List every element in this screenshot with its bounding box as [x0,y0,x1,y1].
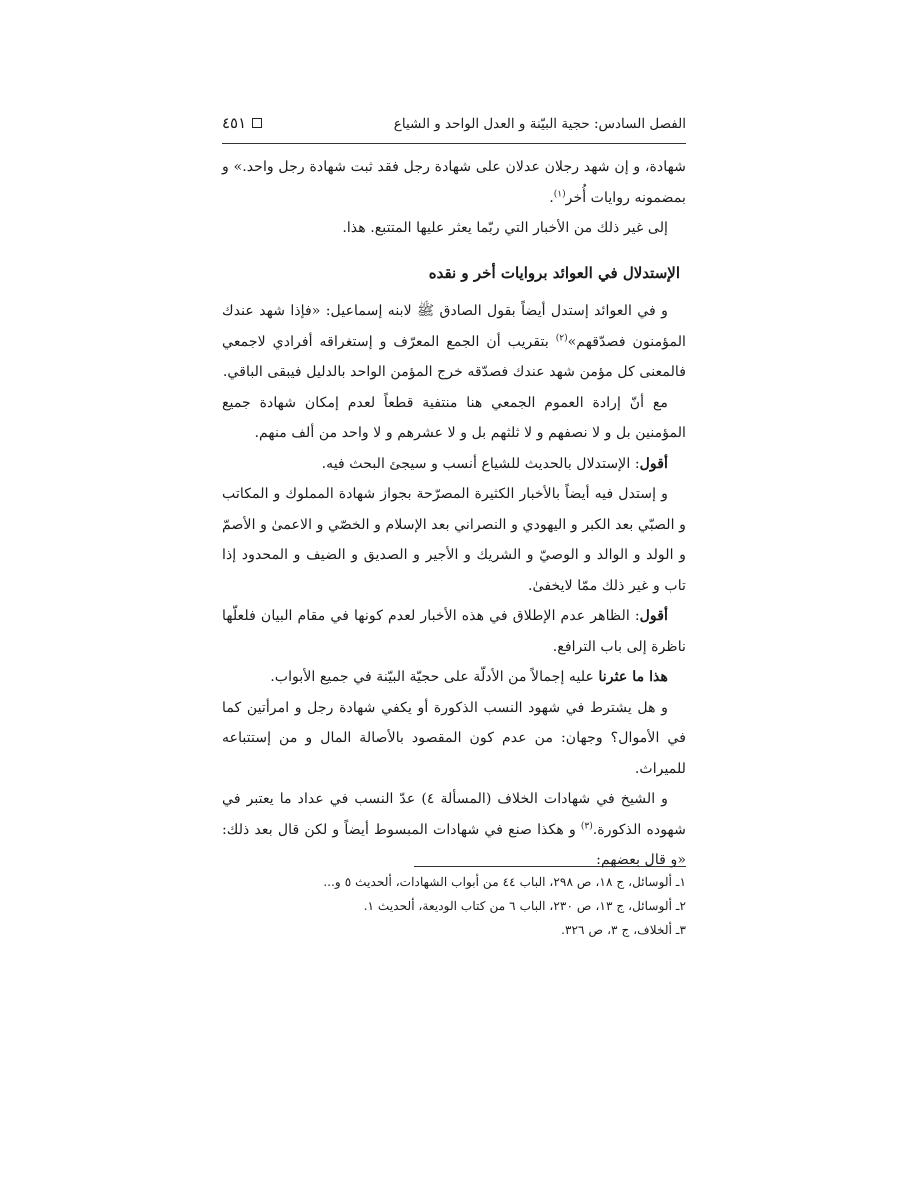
chapter-title: الفصل السادس: حجية البيّنة و العدل الواحد و الشياع [393,116,686,132]
footnote-3: ٣ـ ألخلاف، ج ٣، ص ٣٢٦. [561,923,686,937]
aqulu-label: أقول [639,608,668,624]
footnote-ref-1: (١) [553,188,566,199]
footnotes [222,870,686,942]
footnote-2: ٢ـ ألوسائل، ج ١٣، ص ٢٣٠، الباب ٦ من كتاب الوديعة، ألحديث ١. [363,899,686,913]
paragraph-6: و إستدل فيه أيضاً بالأخبار الكثيرة المصرّحة بجواز شهادة المملوك و المكاتب و الصبّي بعد الكبر و اليهودي و النصراني بعد الإسلام و الخصّي و الاعمىٰ و الأصمّ و الولد و الوالد و الوصيّ و الشريك و الأجير و الصديق و الضيف و المحدود إذا تاب و غير ذلك ممّا لايخفىٰ. [222,486,686,594]
paragraph-1: شهادة، و إن شهد رجلان عدلان على شهادة رجل فقد ثبت شهادة رجل واحد.» و بمضمونه روايات أُخر$^{(١)}$. [222,159,686,206]
footnote-ref-2: (٢) [555,332,568,343]
paragraph-3: و في العوائد إستدل أيضاً بقول الصادق ﷺ لابنه إسماعيل: «فإذا شهد عندك المؤمنون فصدّقهم»$^{(٢)}$ بتقريب أن الجمع المعرّف و إستغراقه أفرادي لاجمعي فالمعنى كل مؤمن شهد عندك فصدّقه خرج المؤمن الواحد بالدليل فيبقى الباقي. [222,303,686,380]
aqulu-label: أقول [639,455,668,472]
body-text [222,152,686,876]
paragraph-8: هذا ما عثرنا عليه إجمالاً من الأدلّة على حجيّة البيّنة في جميع الأبواب. [270,669,668,685]
footnote-ref-3: (٣) [580,820,593,831]
paragraph-4: مع أنّ إرادة العموم الجمعي هنا منتفية قطعاً لعدم إمكان شهادة جميع المؤمنين بل و لا نصفهم و لا ثلثهم بل و لا عشرهم و لا واحد من ألف منهم. [222,394,686,441]
footnote-1: ١ـ ألوسائل، ج ١٨، ص ٢٩٨، الباب ٤٤ من أبواب الشهادات، ألحديث ٥ و... [323,875,686,889]
footnote-divider [414,866,686,867]
section-heading: الإستدلال في العوائد بروايات أخر و نقده [428,263,680,282]
page-number-block [222,114,262,132]
running-header [222,112,686,140]
summary-label: هذا ما عثرنا [598,669,668,685]
paragraph-10: و الشيخ في شهادات الخلاف (المسألة ٤) عدّ النسب في عداد ما يعتبر في شهوده الذكورة.$^{(٣)}$ و هكذا صنع في شهادات المبسوط أيضاً و لكن قال بعد ذلك: «و قال بعضهم: [222,791,686,868]
header-divider [222,143,686,144]
paragraph-5: أقول: الإستدلال بالحديث للشياع أنسب و سيجئ البحث فيه. [321,455,668,472]
paragraph-9: و هل يشترط في شهود النسب الذكورة أو يكفي شهادة رجل و امرأتين كما في الأموال؟ وجهان: من عدم كون المقصود بالأصالة المال و من إستتباعه للميراث. [222,699,686,777]
paragraph-2: إلى غير ذلك من الأخبار التي ربّما يعثر عليها المتتبع. هذا. [342,220,668,236]
paragraph-7: أقول: الظاهر عدم الإطلاق في هذه الأخبار لعدم كونها في مقام البيان فلعلّها ناظرة إلى باب الترافع. [222,608,686,655]
square-icon [252,118,262,128]
page-number: ٤٥١ [222,114,247,132]
